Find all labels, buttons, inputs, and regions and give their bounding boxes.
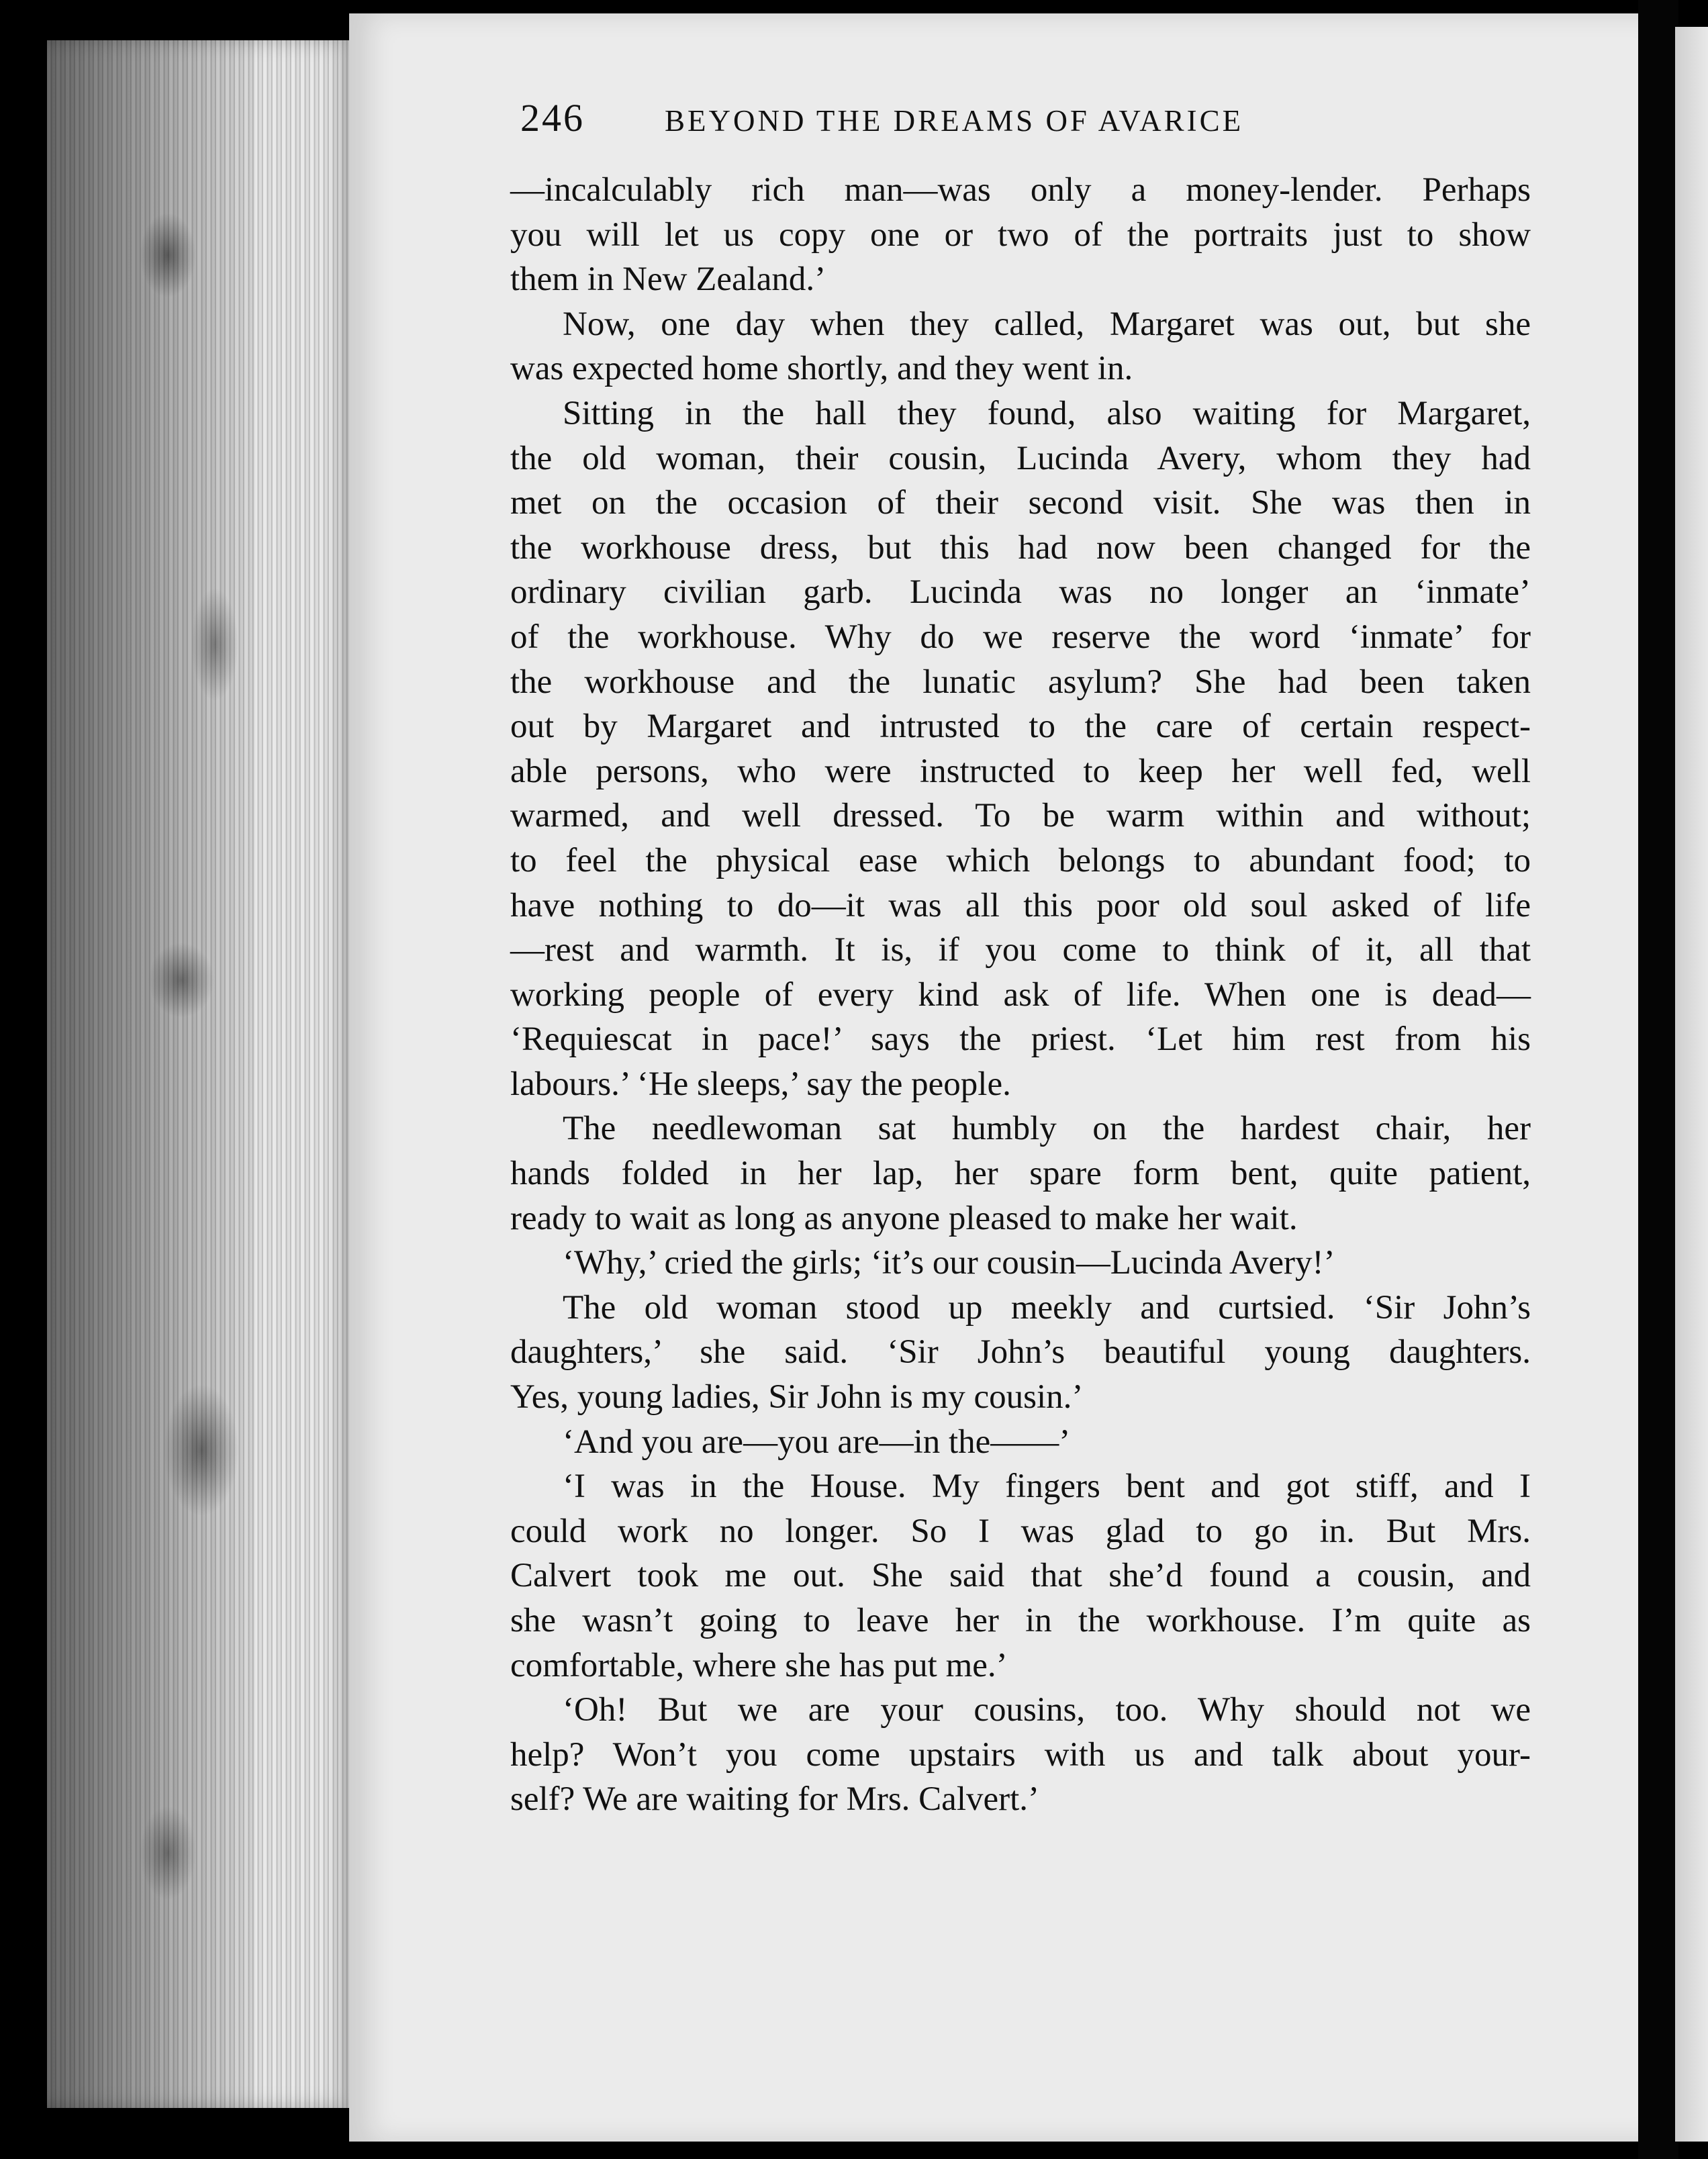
- text-line: warmed, and well dressed. To be warm within and without;: [510, 797, 1531, 835]
- text-line: Yes, young ladies, Sir John is my cousin.’: [510, 1378, 1084, 1417]
- text-line: ordinary civilian garb. Lucinda was no longer an ‘inmate’: [510, 573, 1531, 612]
- facing-page-edge: [1675, 27, 1708, 2142]
- text-line: was expected home shortly, and they went in.: [510, 350, 1133, 388]
- body-text: [510, 168, 1531, 1822]
- text-line: The needlewoman sat humbly on the hardest chair, her: [563, 1110, 1531, 1148]
- text-line: them in New Zealand.’: [510, 260, 826, 299]
- text-line: could work no longer. So I was glad to go in. But Mrs.: [510, 1512, 1531, 1550]
- binding-gutter: [1638, 0, 1678, 2159]
- text-line: out by Margaret and intrusted to the care of certain respect-: [510, 708, 1531, 746]
- text-line: the workhouse dress, but this had now been changed for the: [510, 528, 1531, 567]
- text-line: have nothing to do—it was all this poor old soul asked of life: [510, 886, 1531, 924]
- text-line: ready to wait as long as anyone pleased to make her wait.: [510, 1199, 1298, 1237]
- text-line: The old woman stood up meekly and curtsied. ‘Sir John’s: [563, 1288, 1531, 1327]
- page-number: 246: [520, 96, 585, 140]
- text-line: the workhouse and the lunatic asylum? She had been taken: [510, 663, 1531, 701]
- text-line: —rest and warmth. It is, if you come to think of it, all that: [510, 931, 1531, 969]
- text-line: self? We are waiting for Mrs. Calvert.’: [510, 1780, 1040, 1819]
- text-line: you will let us copy one or two of the portraits just to show: [510, 215, 1531, 254]
- text-line: ‘Why,’ cried the girls; ‘it’s our cousin—Lucinda Avery!’: [563, 1244, 1335, 1282]
- text-line: Now, one day when they called, Margaret was out, but she: [563, 305, 1531, 343]
- text-line: ‘Requiescat in pace!’ says the priest. ‘Let him rest from his: [510, 1020, 1531, 1059]
- text-line: met on the occasion of their second visit. She was then in: [510, 484, 1531, 522]
- page-edges-shadow: [47, 40, 255, 2108]
- text-line: of the workhouse. Why do we reserve the word ‘inmate’ for: [510, 618, 1531, 656]
- text-line: the old woman, their cousin, Lucinda Avery, whom they had: [510, 439, 1531, 477]
- text-line: ‘And you are—you are—in the——’: [563, 1423, 1071, 1461]
- text-line: labours.’ ‘He sleeps,’ say the people.: [510, 1065, 1011, 1103]
- text-line: to feel the physical ease which belongs to abundant food; to: [510, 841, 1531, 879]
- text-line: ‘Oh! But we are your cousins, too. Why should not we: [563, 1691, 1531, 1729]
- text-line: Calvert took me out. She said that she’d found a cousin, and: [510, 1557, 1531, 1595]
- page-header: [520, 95, 1386, 149]
- text-line: able persons, who were instructed to keep her well fed, well: [510, 752, 1531, 790]
- text-line: Sitting in the hall they found, also waiting for Margaret,: [563, 394, 1531, 432]
- running-head: BEYOND THE DREAMS OF AVARICE: [665, 104, 1244, 138]
- text-line: help? Won’t you come upstairs with us and talk about your-: [510, 1735, 1531, 1774]
- text-line: she wasn’t going to leave her in the workhouse. I’m quite as: [510, 1602, 1531, 1639]
- text-line: hands folded in her lap, her spare form bent, quite patient,: [510, 1155, 1531, 1193]
- text-line: —incalculably rich man—was only a money-lender. Perhaps: [510, 171, 1531, 209]
- text-line: comfortable, where she has put me.’: [510, 1646, 1008, 1684]
- text-line: ‘I was in the House. My fingers bent and got stiff, and I: [563, 1468, 1531, 1506]
- text-line: daughters,’ she said. ‘Sir John’s beautiful young daughters.: [510, 1333, 1531, 1372]
- text-line: working people of every kind ask of life. When one is dead—: [510, 975, 1531, 1014]
